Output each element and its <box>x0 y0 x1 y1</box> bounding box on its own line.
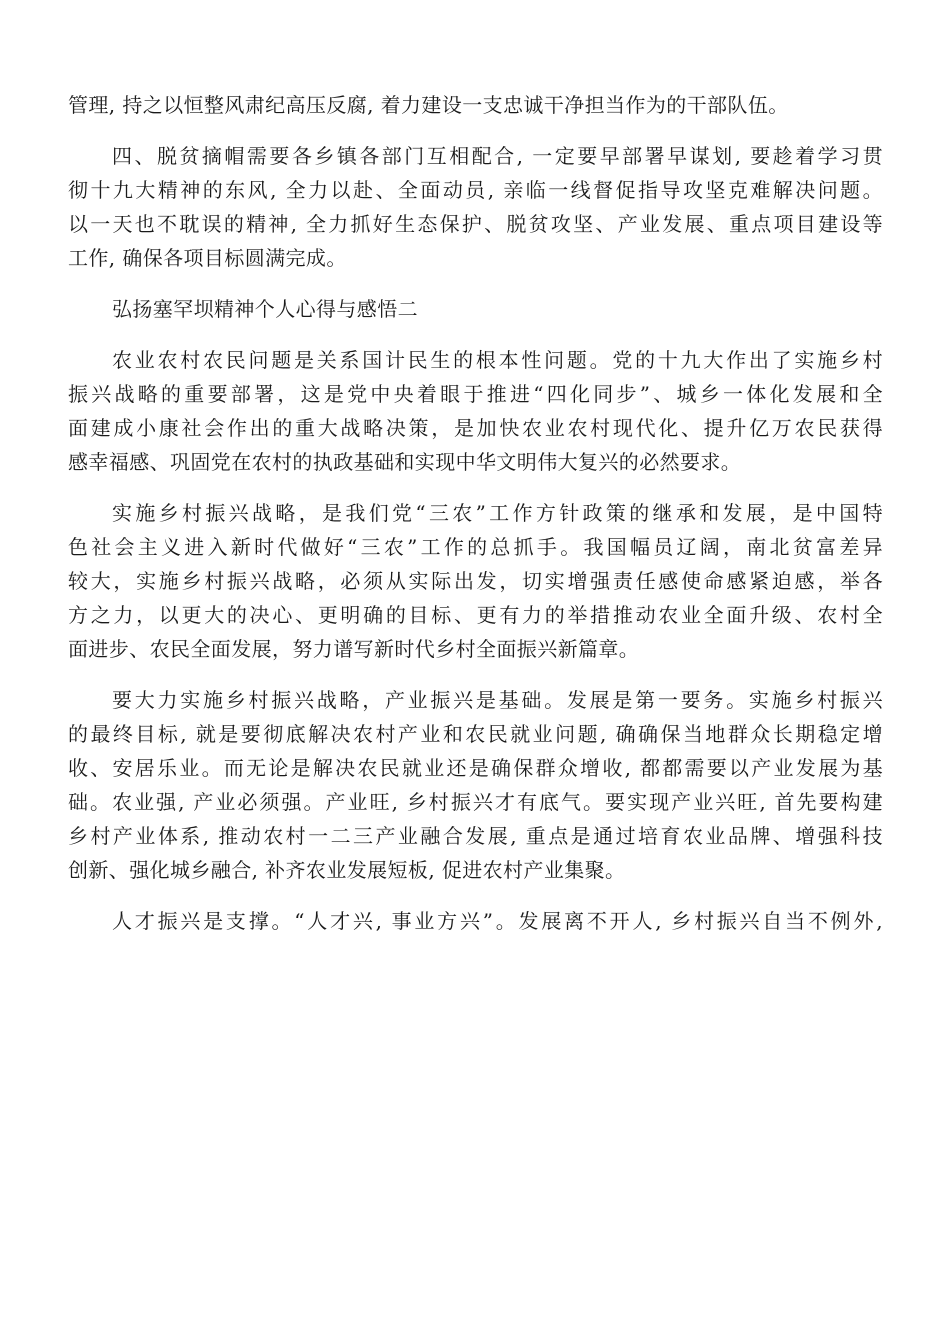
text-line: 乡村产业体系, 推动农村一二三产业融合发展, 重点是通过培育农业品牌、增强科技 <box>68 824 883 848</box>
text-line: 色社会主义进入新时代做好“三农”工作的总抓手。我国幅员辽阔，南北贫富差异 <box>68 535 883 559</box>
text-line: 面进步、农民全面发展，努力谱写新时代乡村全面振兴新篇章。 <box>68 637 640 661</box>
text-line: 工作, 确保各项目标圆满完成。 <box>68 246 347 270</box>
text-line: 四、脱贫摘帽需要各乡镇各部门互相配合, 一定要早部署早谋划, 要趁着学习贯 <box>112 144 883 168</box>
text-line: 的最终目标, 就是要彻底解决农村产业和农民就业问题, 确确保当地群众长期稳定增 <box>68 722 883 746</box>
text-line: 彻十九大精神的东风, 全力以赴、全面动员, 亲临一线督促指导攻坚克难解决问题。 <box>68 178 883 202</box>
text-line: 感幸福感、巩固党在农村的执政基础和实现中华文明伟大复兴的必然要求。 <box>68 450 742 474</box>
text-line: 础。农业强, 产业必须强。产业旺, 乡村振兴才有底气。要实现产业兴旺, 首先要构建 <box>68 790 883 814</box>
text-line: 面建成小康社会作出的重大战略决策，是加快农业农村现代化、提升亿万农民获得 <box>68 416 883 440</box>
text-line: 人才振兴是支撑。“人才兴, 事业方兴”。发展离不开人, 乡村振兴自当不例外, <box>112 909 883 933</box>
text-line: 农业农村农民问题是关系国计民生的根本性问题。党的十九大作出了实施乡村 <box>112 348 883 372</box>
section-heading: 弘扬塞罕坝精神个人心得与感悟二 <box>112 297 418 321</box>
text-line: 振兴战略的重要部署，这是党中央着眼于推进“四化同步”、城乡一体化发展和全 <box>68 382 883 406</box>
text-line: 以一天也不耽误的精神, 全力抓好生态保护、脱贫攻坚、产业发展、重点项目建设等 <box>68 212 883 236</box>
text-line: 实施乡村振兴战略，是我们党“三农”工作方针政策的继承和发展，是中国特 <box>112 501 883 525</box>
text-line: 创新、强化城乡融合, 补齐农业发展短板, 促进农村产业集聚。 <box>68 858 626 882</box>
text-line: 方之力，以更大的决心、更明确的目标、更有力的举措推动农业全面升级、农村全 <box>68 603 883 627</box>
document-body <box>68 88 883 938</box>
text-line: 管理, 持之以恒整风肃纪高压反腐, 着力建设一支忠诚干净担当作为的干部队伍。 <box>68 93 789 117</box>
text-line: 较大，实施乡村振兴战略，必须从实际出发，切实增强责任感使命感紧迫感，举各 <box>68 569 883 593</box>
text-line: 收、安居乐业。而无论是解决农民就业还是确保群众增收, 都都需要以产业发展为基 <box>68 756 883 780</box>
text-line: 要大力实施乡村振兴战略，产业振兴是基础。发展是第一要务。实施乡村振兴 <box>112 688 883 712</box>
